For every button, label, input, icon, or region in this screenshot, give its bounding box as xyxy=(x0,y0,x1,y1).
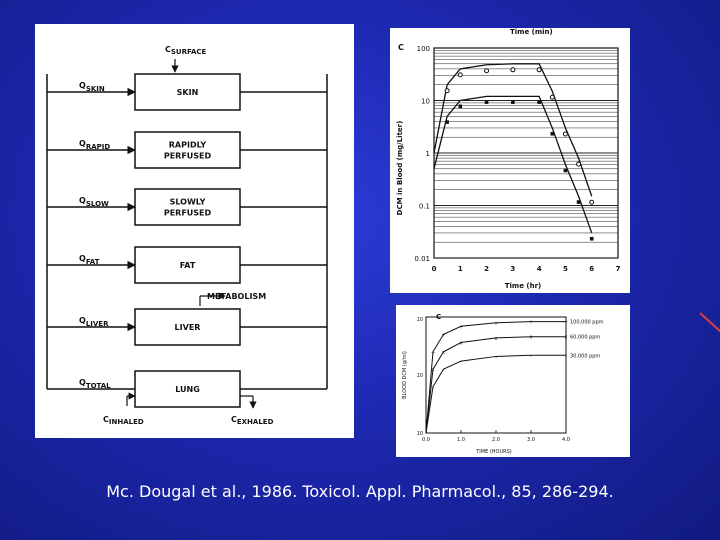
graph2-point: + xyxy=(563,319,569,326)
graph1-ytick: 1 xyxy=(425,150,430,158)
compartment-label-1: RAPIDLY xyxy=(168,140,207,150)
graph1-point xyxy=(485,100,489,104)
graph2-xtick: 3.0 xyxy=(527,437,535,443)
graph2-point: - xyxy=(460,359,462,366)
graph1-ytick: 0.01 xyxy=(414,255,430,263)
graph1-point xyxy=(537,68,541,72)
graph1-point xyxy=(577,200,581,204)
graph2-point: - xyxy=(432,384,434,391)
compartment-box-2 xyxy=(135,189,240,225)
graph2-xtick: 4.0 xyxy=(562,437,570,443)
exposure-concentration-graph xyxy=(396,305,630,457)
graph1-point xyxy=(511,68,515,72)
graph2-xtick: 0.0 xyxy=(422,437,430,443)
graph1-xtick: 3 xyxy=(510,265,516,273)
compartment-label-1: PERFUSED xyxy=(163,151,212,161)
graph2-ylabel: BLOOD DCM (g/ml) xyxy=(402,351,408,399)
flow-label-2: QSLOW xyxy=(79,196,109,208)
graph2-ytick: 10 xyxy=(416,317,423,323)
graph1-xtick: 7 xyxy=(615,265,621,273)
compartment-label-3: FAT xyxy=(179,261,196,270)
graph1-point xyxy=(563,132,567,136)
graph1-ytick: 10 xyxy=(421,97,430,106)
graph1-xtick: 0 xyxy=(431,265,437,273)
flow-label-5: QTOTAL xyxy=(79,378,111,390)
graph1-point xyxy=(445,120,449,124)
graph2-point: + xyxy=(430,349,436,356)
graph2-point: x xyxy=(459,340,463,347)
graph2-point: - xyxy=(565,353,567,360)
graph2-point: + xyxy=(458,324,464,331)
surface-label: CSURFACE xyxy=(165,45,207,56)
graph1-xtick: 1 xyxy=(457,265,463,273)
exposure-concentration-graph-panel xyxy=(396,305,630,457)
graph1-xtick: 2 xyxy=(484,265,490,273)
graph2-point: x xyxy=(431,367,435,374)
graph1-point xyxy=(458,105,462,109)
graph1-panel-letter: C xyxy=(398,43,404,52)
graph2-series-line-2 xyxy=(426,355,566,433)
graph2-point: x xyxy=(494,335,498,342)
compartment-label-2: PERFUSED xyxy=(163,208,212,218)
graph2-point: + xyxy=(441,332,446,339)
graph1-point xyxy=(590,237,594,241)
inhaled-label: CINHALED xyxy=(103,415,144,426)
graph2-ytick: 10 xyxy=(416,431,423,437)
metabolism-label: METABOLISM xyxy=(207,292,267,301)
graph1-xtick: 5 xyxy=(562,265,568,273)
graph1-point xyxy=(537,100,541,104)
graph1-ytick: 100 xyxy=(416,45,430,53)
flow-label-1: QRAPID xyxy=(79,139,111,151)
graph2-point: - xyxy=(495,354,497,361)
graph1-point xyxy=(485,69,489,73)
graph1-point xyxy=(445,89,449,93)
graph2-xtick: 1.0 xyxy=(457,437,465,443)
graph2-point: x xyxy=(529,334,533,341)
flow-label-3: QFAT xyxy=(79,254,100,266)
compartment-label-5: LUNG xyxy=(175,385,200,394)
graph1-point xyxy=(564,169,568,173)
decorative-edge-line xyxy=(699,312,720,334)
graph2-point: x xyxy=(564,334,568,341)
pbpk-diagram-panel xyxy=(35,24,354,438)
graph2-point: + xyxy=(528,319,534,326)
exhaled-label: CEXHALED xyxy=(231,415,274,426)
graph1-point xyxy=(458,73,462,77)
graph1-point xyxy=(511,100,515,104)
graph1-xlabel: Time (hr) xyxy=(504,282,542,290)
graph2-point: + xyxy=(493,320,499,327)
blood-concentration-graph xyxy=(390,28,630,293)
graph1-point xyxy=(550,132,554,136)
flow-label-0: QSKIN xyxy=(79,81,105,93)
graph2-series-line-1 xyxy=(426,334,568,433)
graph1-xtick: 4 xyxy=(536,265,542,273)
blood-concentration-graph-panel xyxy=(390,28,630,293)
graph1-point xyxy=(550,95,554,99)
graph1-ylabel: DCM in Blood (mg/Liter) xyxy=(396,120,404,216)
graph1-ytick: 0.1 xyxy=(418,202,430,211)
graph2-xtick: 2.0 xyxy=(492,437,500,443)
graph1-point xyxy=(577,162,581,166)
compartment-label-0: SKIN xyxy=(176,88,199,97)
graph2-point: - xyxy=(442,367,445,374)
graph2-point: x xyxy=(442,349,445,356)
graph1-xtick: 6 xyxy=(589,265,595,273)
graph2-point: - xyxy=(530,353,532,360)
compartment-label-2: SLOWLY xyxy=(169,197,206,207)
graph1-point xyxy=(590,200,594,204)
pbpk-diagram xyxy=(35,24,354,438)
graph2-series-label-0: 100,000 ppm xyxy=(570,319,604,326)
compartment-label-4: LIVER xyxy=(174,323,201,332)
graph1-top-label: Time (min) xyxy=(510,28,553,36)
graph2-panel-letter: C xyxy=(436,313,442,321)
graph2-ytick: 10 xyxy=(416,373,423,379)
graph2-series-label-2: 30,000 ppm xyxy=(570,353,601,360)
graph2-xlabel: TIME (HOURS) xyxy=(476,449,512,455)
graph1-series-line-0 xyxy=(434,64,592,196)
citation-caption: Mc. Dougal et al., 1986. Toxicol. Appl. Pharmacol., 85, 286-294. xyxy=(106,482,614,501)
graph2-series-label-1: 60,000 ppm xyxy=(570,334,601,341)
graph2-frame xyxy=(426,317,569,433)
flow-label-4: QLIVER xyxy=(79,316,109,328)
compartment-box-1 xyxy=(135,132,240,168)
